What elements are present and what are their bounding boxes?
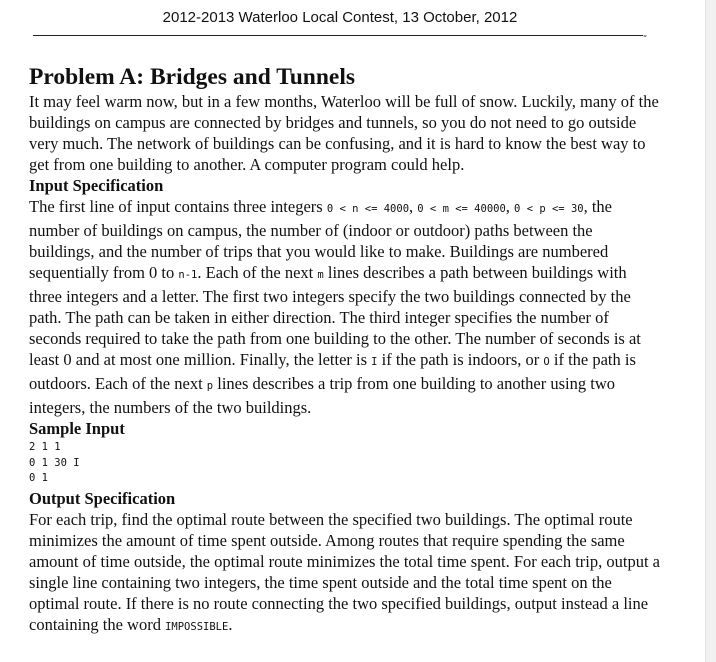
input-spec-text-6: lines describes a path between buildings with three integers and a letter. The first two integers specify the two buildings connected by the path. The path can be taken in either direction. The third integer specifies the number of seconds required to take the path from one building to the other. The number of seconds is at least 0 and at most one million. Finally, the letter is xyxy=(29,263,641,369)
m-code: m xyxy=(317,269,324,281)
m-constraint: 0 < m <= 40000 xyxy=(417,203,506,215)
indoor-letter-code: I xyxy=(371,356,378,368)
sample-input-line: 2 1 1 xyxy=(29,441,61,453)
contest-header: 2012-2013 Waterloo Local Contest, 13 October, 2012 xyxy=(162,9,518,26)
header-divider xyxy=(33,35,643,36)
n-constraint: 0 < n <= 4000 xyxy=(326,203,410,215)
input-spec-text xyxy=(29,196,661,418)
outdoor-letter-code: O xyxy=(543,356,550,368)
input-spec-text-3: , xyxy=(505,197,515,216)
input-spec-text-1: The first line of input contains three integers xyxy=(29,197,327,216)
impossible-code: IMPOSSIBLE xyxy=(165,620,229,633)
scrollbar-track[interactable] xyxy=(705,0,716,662)
output-spec-text-2: . xyxy=(228,614,233,634)
header-trailing-dash: - xyxy=(643,28,647,42)
output-spec-text xyxy=(29,509,661,638)
problem-intro: It may feel warm now, but in a few months, Waterloo will be full of snow. Luckily, many of the buildings on campus are connected by bridges and tunnels, so you do not need to go outside very much. The network of buildings can be confusing, and it is hard to know the best way to get from one building to another. A computer program could help. xyxy=(29,92,659,174)
sample-input-line: 0 1 30 I xyxy=(29,456,80,469)
input-spec-text-8: if the path is outdoors. Each of the next xyxy=(29,350,636,393)
sample-input-heading: Sample Input xyxy=(29,419,125,438)
input-spec-text-7: if the path is indoors, or xyxy=(377,350,544,369)
p-constraint: 0 < p <= 30 xyxy=(514,203,584,215)
input-spec-text-9: lines describes a trip from one building to another using two integers, the numbers of the two buildings. xyxy=(29,374,616,417)
p-code: p xyxy=(206,380,214,392)
input-spec-text-4: , the number of buildings on campus, the number of (indoor or outdoor) paths between the buildings, and the number of trips that you would like to make. Buildings are numbered sequentially from 0 to xyxy=(29,197,613,282)
problem-content xyxy=(29,63,661,638)
problem-title: Problem A: Bridges and Tunnels xyxy=(29,64,356,90)
n-minus-1-code: n-1 xyxy=(178,269,198,281)
input-spec-text-2: , xyxy=(409,197,418,216)
output-spec-heading: Output Specification xyxy=(29,488,176,508)
input-spec-text-5: . Each of the next xyxy=(197,263,318,282)
sample-input-block xyxy=(29,440,661,487)
input-spec-heading: Input Specification xyxy=(29,176,164,195)
sample-input-line: 0 1 xyxy=(29,472,48,484)
output-spec-text-1: For each trip, find the optimal route between the specified two buildings. The optimal route minimizes the amount of time spent outside. Among routes that require spending the same amount of time outside, the optimal route minimizes the total time spent. For each trip, output a single line containing two integers, the time spent outside and the total time spent on the optimal route. If there is no route connecting the two specified buildings, output instead a line containing the word xyxy=(29,509,660,634)
